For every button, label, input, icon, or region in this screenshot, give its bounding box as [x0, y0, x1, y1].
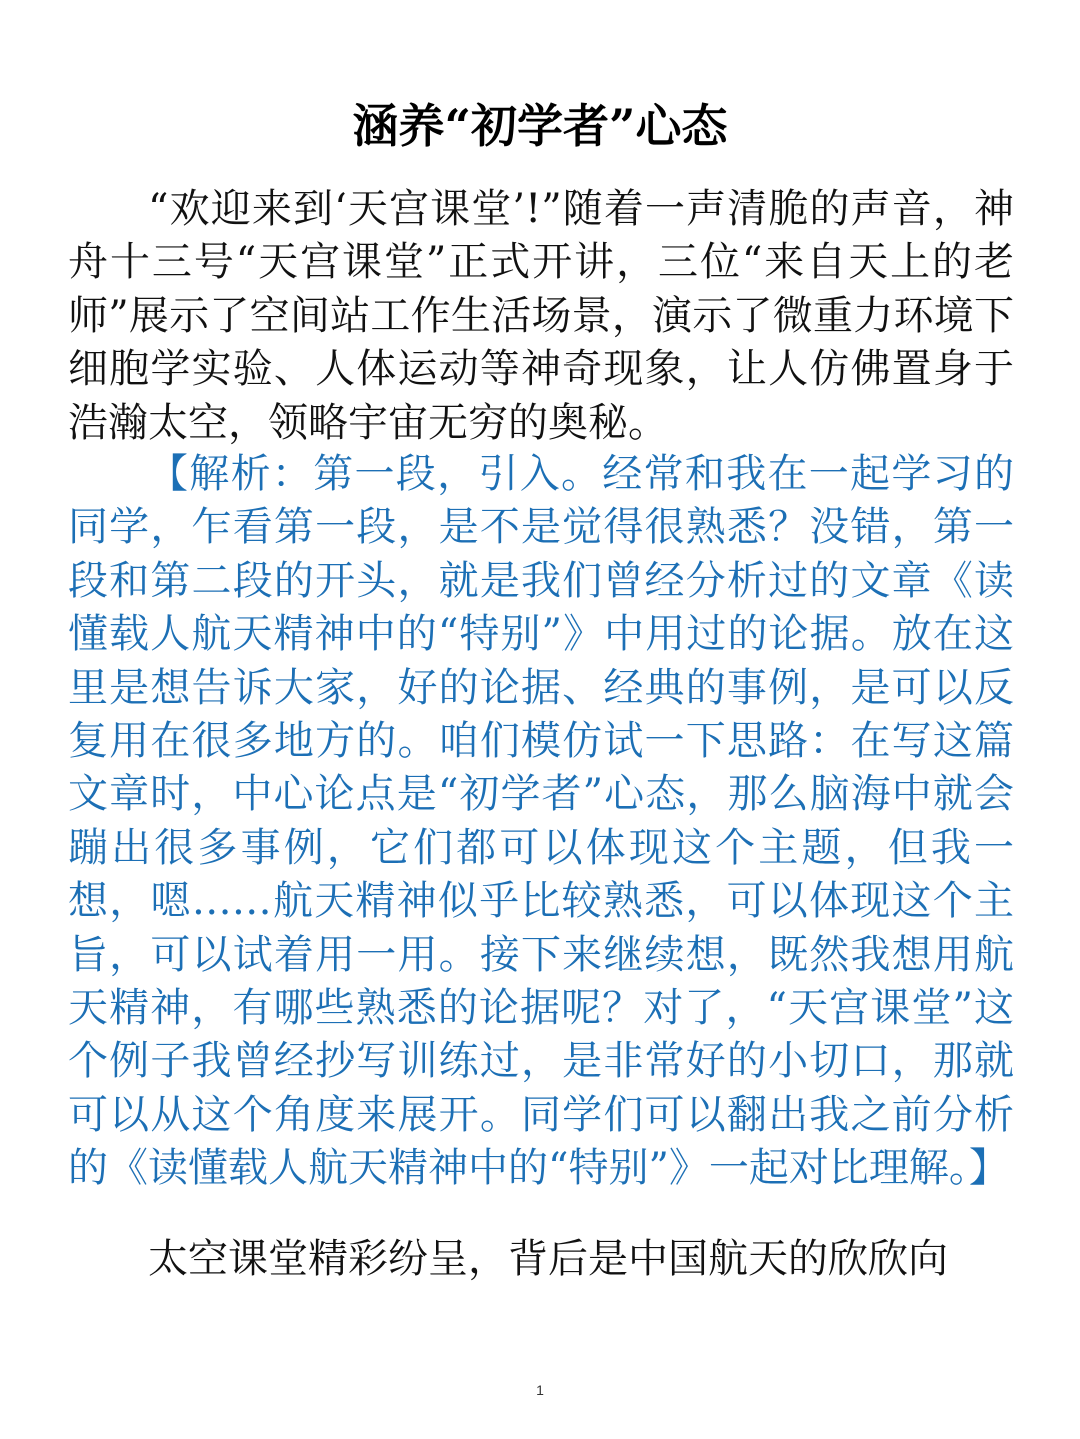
body-paragraph-2: 太空课堂精彩纷呈，背后是中国航天的欣欣向	[148, 1236, 948, 1282]
article-title: 涵养“初学者”心态	[352, 99, 728, 153]
analysis-paragraph: 【解析：第一段，引入。经常和我在一起学习的同学，乍看第一段，是不是觉得很熟悉？没错，第一段和第二段的开头，就是我们曾经分析过的文章《读懂载人航天精神中的“特别”》中用过的论据。放在这里是想告诉大家，好的论据、经典的事例，是可以反复用在很多地方的。咱们模仿试一下思路：在写这篇文章时，中心论点是“初学者”心态，那么脑海中就会蹦出很多事例，它们都可以体现这个主题，但我一想，嗯……航天精神似乎比较熟悉，可以体现这个主旨，可以试着用一用。接下来继续想，既然我想用航天精神，有哪些熟悉的论据呢？对了，“天宫课堂”这个例子我曾经抄写训练过，是非常好的小切口，那就可以从这个角度来展开。同学们可以翻出我之前分析的《读懂载人航天精神中的“特别”》一起对比理解。】	[68, 451, 1014, 1192]
page-number: 1	[536, 1382, 544, 1398]
body-paragraph-1: “欢迎来到‘天宫课堂’!”随着一声清脆的声音，神舟十三号“天宫课堂”正式开讲，三位“来自天上的老师”展示了空间站工作生活场景，演示了微重力环境下细胞学实验、人体运动等神奇现象，让人仿佛置身于浩瀚太空，领略宇宙无穷的奥秘。	[68, 186, 1014, 446]
